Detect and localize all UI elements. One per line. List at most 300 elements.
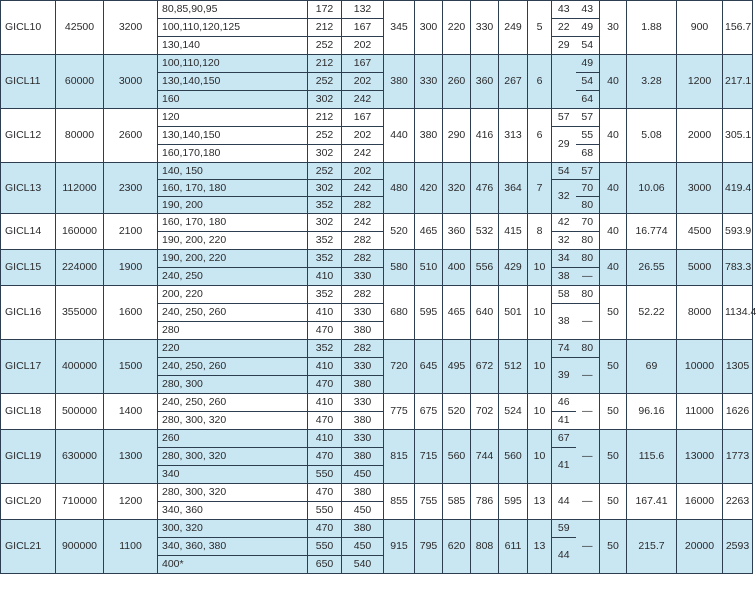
spec-value-cell: 1200 (677, 55, 723, 109)
sub-value-cell: 41 (552, 448, 576, 484)
spec-value-cell: 11000 (677, 394, 723, 430)
bore-list-cell: 160,170,180 (158, 145, 308, 163)
bore-list-cell: 400* (158, 556, 308, 574)
bore-list-cell: 190, 200 (158, 197, 308, 214)
dimension-cell: 7 (528, 163, 552, 214)
length-cell: 330 (342, 268, 384, 286)
length-cell: 470 (308, 484, 342, 502)
value-cell: 42500 (56, 1, 104, 55)
length-cell: 242 (342, 91, 384, 109)
sub-value-cell: — (576, 358, 600, 394)
sub-value-cell: 74 (552, 340, 576, 358)
model-cell: GICL21 (1, 520, 56, 574)
sub-value-cell: — (576, 430, 600, 484)
dimension-cell: 360 (443, 214, 471, 250)
sub-value-cell: 43 (552, 1, 576, 19)
length-cell: 470 (308, 520, 342, 538)
spec-value-cell: 1.88 (627, 1, 677, 55)
length-cell: 352 (308, 232, 342, 250)
length-cell: 202 (342, 37, 384, 55)
table-row (1, 250, 753, 268)
bore-list-cell: 260 (158, 430, 308, 448)
sub-value-cell: 34 (552, 250, 576, 268)
length-cell: 252 (308, 73, 342, 91)
value-cell: 3200 (104, 1, 158, 55)
spec-value-cell: 26.55 (627, 250, 677, 286)
dimension-cell: 510 (415, 250, 443, 286)
bore-list-cell: 100,110,120,125 (158, 19, 308, 37)
length-cell: 550 (308, 538, 342, 556)
dimension-cell: 672 (471, 340, 499, 394)
sub-value-cell: 49 (576, 55, 600, 73)
sub-value-cell: 64 (576, 91, 600, 109)
bore-list-cell: 190, 200, 220 (158, 232, 308, 250)
dimension-cell: 855 (384, 484, 415, 520)
table-row (1, 109, 753, 127)
table-row (1, 484, 753, 502)
length-cell: 212 (308, 109, 342, 127)
value-cell: 112000 (56, 163, 104, 214)
value-cell: 224000 (56, 250, 104, 286)
length-cell: 282 (342, 197, 384, 214)
dimension-cell: 795 (415, 520, 443, 574)
sub-value-cell: 80 (576, 286, 600, 304)
length-cell: 242 (342, 180, 384, 197)
spec-value-cell: 69 (627, 340, 677, 394)
spec-value-cell: 217.1 (723, 55, 753, 109)
dimension-cell: 620 (443, 520, 471, 574)
model-cell: GICL11 (1, 55, 56, 109)
dimension-cell: 465 (415, 214, 443, 250)
value-cell: 1100 (104, 520, 158, 574)
dimension-cell: 8 (528, 214, 552, 250)
value-cell: 60000 (56, 55, 104, 109)
dimension-cell: 330 (415, 55, 443, 109)
spec-value-cell: 419.4 (723, 163, 753, 214)
sub-value-cell: — (576, 268, 600, 286)
length-cell: 242 (342, 214, 384, 232)
spec-value-cell: 30 (600, 1, 627, 55)
bore-list-cell: 280, 300, 320 (158, 484, 308, 502)
length-cell: 202 (342, 73, 384, 91)
value-cell: 1900 (104, 250, 158, 286)
bore-list-cell: 220 (158, 340, 308, 358)
dimension-cell: 380 (415, 109, 443, 163)
dimension-cell: 915 (384, 520, 415, 574)
dimension-cell: 755 (415, 484, 443, 520)
table-row (1, 55, 753, 73)
length-cell: 410 (308, 394, 342, 412)
dimension-cell: 720 (384, 340, 415, 394)
model-cell: GICL20 (1, 484, 56, 520)
bore-list-cell: 190, 200, 220 (158, 250, 308, 268)
dimension-cell: 10 (528, 250, 552, 286)
dimension-cell: 300 (415, 1, 443, 55)
value-cell: 3000 (104, 55, 158, 109)
table-row (1, 163, 753, 180)
length-cell: 450 (342, 466, 384, 484)
dimension-cell: 495 (443, 340, 471, 394)
dimension-cell: 560 (443, 430, 471, 484)
dimension-cell: 13 (528, 484, 552, 520)
sub-value-cell: 55 (576, 127, 600, 145)
length-cell: 380 (342, 376, 384, 394)
model-cell: GICL19 (1, 430, 56, 484)
bore-list-cell: 240, 250 (158, 268, 308, 286)
spec-value-cell: 1626 (723, 394, 753, 430)
sub-value-cell: 80 (576, 232, 600, 250)
spec-value-cell: 40 (600, 163, 627, 214)
length-cell: 172 (308, 1, 342, 19)
sub-value-cell: 22 (552, 19, 576, 37)
length-cell: 252 (308, 127, 342, 145)
length-cell: 202 (342, 127, 384, 145)
dimension-cell: 786 (471, 484, 499, 520)
dimension-cell: 267 (499, 55, 528, 109)
spec-value-cell: 10.06 (627, 163, 677, 214)
sub-value-cell: 57 (576, 163, 600, 180)
dimension-cell: 360 (471, 55, 499, 109)
length-cell: 540 (342, 556, 384, 574)
value-cell: 2600 (104, 109, 158, 163)
dimension-cell: 520 (384, 214, 415, 250)
length-cell: 132 (342, 1, 384, 19)
sub-value-cell: 38 (552, 304, 576, 340)
bore-list-cell: 280, 300, 320 (158, 448, 308, 466)
length-cell: 380 (342, 412, 384, 430)
spec-value-cell: 40 (600, 55, 627, 109)
spec-value-cell: 305.1 (723, 109, 753, 163)
length-cell: 352 (308, 250, 342, 268)
model-cell: GICL18 (1, 394, 56, 430)
length-cell: 450 (342, 502, 384, 520)
length-cell: 410 (308, 304, 342, 322)
model-cell: GICL12 (1, 109, 56, 163)
sub-value-cell: 80 (576, 340, 600, 358)
length-cell: 352 (308, 340, 342, 358)
bore-list-cell: 340 (158, 466, 308, 484)
sub-value-cell: 29 (552, 37, 576, 55)
length-cell: 550 (308, 466, 342, 484)
sub-value-cell: 43 (576, 1, 600, 19)
length-cell: 330 (342, 430, 384, 448)
length-cell: 650 (308, 556, 342, 574)
sub-value-cell: 44 (552, 484, 576, 520)
bore-list-cell: 80,85,90,95 (158, 1, 308, 19)
dimension-cell: 400 (443, 250, 471, 286)
sub-value-cell: 70 (576, 180, 600, 197)
sub-value-cell: 57 (552, 109, 576, 127)
length-cell: 470 (308, 448, 342, 466)
length-cell: 450 (342, 538, 384, 556)
length-cell: 470 (308, 376, 342, 394)
value-cell: 400000 (56, 340, 104, 394)
sub-value-cell: — (576, 304, 600, 340)
table-row (1, 214, 753, 232)
bore-list-cell: 340, 360 (158, 502, 308, 520)
spec-value-cell: 115.6 (627, 430, 677, 484)
spec-value-cell: 5000 (677, 250, 723, 286)
length-cell: 167 (342, 109, 384, 127)
spec-value-cell: 40 (600, 250, 627, 286)
dimension-cell: 380 (384, 55, 415, 109)
length-cell: 330 (342, 358, 384, 376)
length-cell: 167 (342, 55, 384, 73)
sub-value-cell: 54 (552, 163, 576, 180)
bore-list-cell: 130,140,150 (158, 73, 308, 91)
length-cell: 352 (308, 286, 342, 304)
dimension-cell: 13 (528, 520, 552, 574)
bore-list-cell: 140, 150 (158, 163, 308, 180)
table-row (1, 286, 753, 304)
value-cell: 900000 (56, 520, 104, 574)
length-cell: 380 (342, 484, 384, 502)
dimension-cell: 775 (384, 394, 415, 430)
bore-list-cell: 130,140,150 (158, 127, 308, 145)
length-cell: 470 (308, 322, 342, 340)
spec-value-cell: 593.9 (723, 214, 753, 250)
dimension-cell: 556 (471, 250, 499, 286)
dimension-cell: 808 (471, 520, 499, 574)
value-cell: 630000 (56, 430, 104, 484)
dimension-cell: 6 (528, 109, 552, 163)
dimension-cell: 10 (528, 286, 552, 340)
bore-list-cell: 240, 250, 260 (158, 394, 308, 412)
dimension-cell: 702 (471, 394, 499, 430)
sub-value-cell (552, 55, 576, 109)
spec-value-cell: 215.7 (627, 520, 677, 574)
sub-value-cell: 54 (576, 73, 600, 91)
table-row (1, 1, 753, 19)
sub-value-cell: 44 (552, 538, 576, 574)
length-cell: 470 (308, 412, 342, 430)
bore-list-cell: 240, 250, 260 (158, 358, 308, 376)
length-cell: 410 (308, 268, 342, 286)
table-row (1, 430, 753, 448)
length-cell: 212 (308, 55, 342, 73)
bore-list-cell: 240, 250, 260 (158, 304, 308, 322)
length-cell: 302 (308, 145, 342, 163)
spec-value-cell: 2593 (723, 520, 753, 574)
length-cell: 302 (308, 214, 342, 232)
dimension-cell: 5 (528, 1, 552, 55)
dimension-cell: 640 (471, 286, 499, 340)
dimension-cell: 595 (499, 484, 528, 520)
spec-value-cell: 40 (600, 214, 627, 250)
dimension-cell: 595 (415, 286, 443, 340)
sub-value-cell: 42 (552, 214, 576, 232)
sub-value-cell: 39 (552, 358, 576, 394)
model-cell: GICL16 (1, 286, 56, 340)
dimension-cell: 10 (528, 394, 552, 430)
dimension-cell: 680 (384, 286, 415, 340)
spec-value-cell: 13000 (677, 430, 723, 484)
dimension-cell: 580 (384, 250, 415, 286)
sub-value-cell: — (576, 484, 600, 520)
spec-value-cell: 96.16 (627, 394, 677, 430)
spec-value-cell: 900 (677, 1, 723, 55)
bore-list-cell: 200, 220 (158, 286, 308, 304)
spec-value-cell: 50 (600, 520, 627, 574)
value-cell: 1600 (104, 286, 158, 340)
length-cell: 212 (308, 19, 342, 37)
length-cell: 380 (342, 322, 384, 340)
dimension-cell: 10 (528, 340, 552, 394)
dimension-cell: 465 (443, 286, 471, 340)
sub-value-cell: 41 (552, 412, 576, 430)
length-cell: 550 (308, 502, 342, 520)
spec-value-cell: 16.774 (627, 214, 677, 250)
bore-list-cell: 100,110,120 (158, 55, 308, 73)
dimension-cell: 364 (499, 163, 528, 214)
spec-value-cell: 1134.4 (723, 286, 753, 340)
value-cell: 1200 (104, 484, 158, 520)
dimension-cell: 420 (415, 163, 443, 214)
spec-value-cell: 50 (600, 340, 627, 394)
spec-value-cell: 50 (600, 484, 627, 520)
value-cell: 1400 (104, 394, 158, 430)
spec-value-cell: 50 (600, 430, 627, 484)
sub-value-cell: 32 (552, 180, 576, 214)
sub-value-cell: 70 (576, 214, 600, 232)
value-cell: 1300 (104, 430, 158, 484)
dimension-cell: 10 (528, 430, 552, 484)
dimension-cell: 6 (528, 55, 552, 109)
bore-list-cell: 160 (158, 91, 308, 109)
spec-value-cell: 16000 (677, 484, 723, 520)
value-cell: 2100 (104, 214, 158, 250)
spec-value-cell: 783.3 (723, 250, 753, 286)
length-cell: 202 (342, 163, 384, 180)
length-cell: 167 (342, 19, 384, 37)
value-cell: 80000 (56, 109, 104, 163)
length-cell: 410 (308, 358, 342, 376)
dimension-cell: 524 (499, 394, 528, 430)
sub-value-cell: 46 (552, 394, 576, 412)
table-row (1, 520, 753, 538)
dimension-cell: 611 (499, 520, 528, 574)
spec-value-cell: 50 (600, 394, 627, 430)
dimension-cell: 585 (443, 484, 471, 520)
dimension-cell: 815 (384, 430, 415, 484)
length-cell: 282 (342, 232, 384, 250)
spec-value-cell: 50 (600, 286, 627, 340)
spec-value-cell: 156.7 (723, 1, 753, 55)
value-cell: 160000 (56, 214, 104, 250)
model-cell: GICL17 (1, 340, 56, 394)
sub-value-cell: 29 (552, 127, 576, 163)
dimension-cell: 675 (415, 394, 443, 430)
spec-value-cell: 5.08 (627, 109, 677, 163)
dimension-cell: 260 (443, 55, 471, 109)
length-cell: 302 (308, 180, 342, 197)
length-cell: 252 (308, 37, 342, 55)
sub-value-cell: 80 (576, 250, 600, 268)
spec-value-cell: 40 (600, 109, 627, 163)
dimension-cell: 220 (443, 1, 471, 55)
bore-list-cell: 340, 360, 380 (158, 538, 308, 556)
dimension-cell: 415 (499, 214, 528, 250)
value-cell: 355000 (56, 286, 104, 340)
dimension-cell: 440 (384, 109, 415, 163)
dimension-cell: 501 (499, 286, 528, 340)
spec-value-cell: 2000 (677, 109, 723, 163)
dimension-cell: 715 (415, 430, 443, 484)
sub-value-cell: 49 (576, 19, 600, 37)
spec-value-cell: 3.28 (627, 55, 677, 109)
spec-value-cell: 2263 (723, 484, 753, 520)
dimension-cell: 320 (443, 163, 471, 214)
dimension-cell: 744 (471, 430, 499, 484)
spec-value-cell: 10000 (677, 340, 723, 394)
bore-list-cell: 300, 320 (158, 520, 308, 538)
length-cell: 380 (342, 448, 384, 466)
length-cell: 252 (308, 163, 342, 180)
bore-list-cell: 280, 300, 320 (158, 412, 308, 430)
sub-value-cell: — (576, 520, 600, 574)
sub-value-cell: 68 (576, 145, 600, 163)
length-cell: 330 (342, 304, 384, 322)
dimension-cell: 512 (499, 340, 528, 394)
dimension-cell: 313 (499, 109, 528, 163)
dimension-cell: 476 (471, 163, 499, 214)
model-cell: GICL14 (1, 214, 56, 250)
spec-value-cell: 3000 (677, 163, 723, 214)
dimension-cell: 416 (471, 109, 499, 163)
dimension-cell: 560 (499, 430, 528, 484)
spec-value-cell: 1773 (723, 430, 753, 484)
spec-value-cell: 167.41 (627, 484, 677, 520)
bore-list-cell: 160, 170, 180 (158, 214, 308, 232)
length-cell: 282 (342, 340, 384, 358)
sub-value-cell: 80 (576, 197, 600, 214)
model-cell: GICL13 (1, 163, 56, 214)
sub-value-cell: 57 (576, 109, 600, 127)
sub-value-cell: 58 (552, 286, 576, 304)
dimension-cell: 520 (443, 394, 471, 430)
dimension-cell: 480 (384, 163, 415, 214)
value-cell: 2300 (104, 163, 158, 214)
value-cell: 500000 (56, 394, 104, 430)
length-cell: 352 (308, 197, 342, 214)
length-cell: 330 (342, 394, 384, 412)
spec-value-cell: 52.22 (627, 286, 677, 340)
length-cell: 380 (342, 520, 384, 538)
dimension-cell: 532 (471, 214, 499, 250)
model-cell: GICL15 (1, 250, 56, 286)
sub-value-cell: 38 (552, 268, 576, 286)
spec-value-cell: 1305 (723, 340, 753, 394)
spec-value-cell: 20000 (677, 520, 723, 574)
bore-list-cell: 120 (158, 109, 308, 127)
table-row (1, 394, 753, 412)
dimension-cell: 330 (471, 1, 499, 55)
sub-value-cell: 59 (552, 520, 576, 538)
value-cell: 710000 (56, 484, 104, 520)
bore-list-cell: 280, 300 (158, 376, 308, 394)
length-cell: 410 (308, 430, 342, 448)
sub-value-cell: 54 (576, 37, 600, 55)
bore-list-cell: 160, 170, 180 (158, 180, 308, 197)
dimension-cell: 345 (384, 1, 415, 55)
sub-value-cell: 67 (552, 430, 576, 448)
bore-list-cell: 130,140 (158, 37, 308, 55)
length-cell: 282 (342, 250, 384, 268)
sub-value-cell: — (576, 394, 600, 430)
dimension-cell: 429 (499, 250, 528, 286)
dimension-cell: 645 (415, 340, 443, 394)
length-cell: 242 (342, 145, 384, 163)
